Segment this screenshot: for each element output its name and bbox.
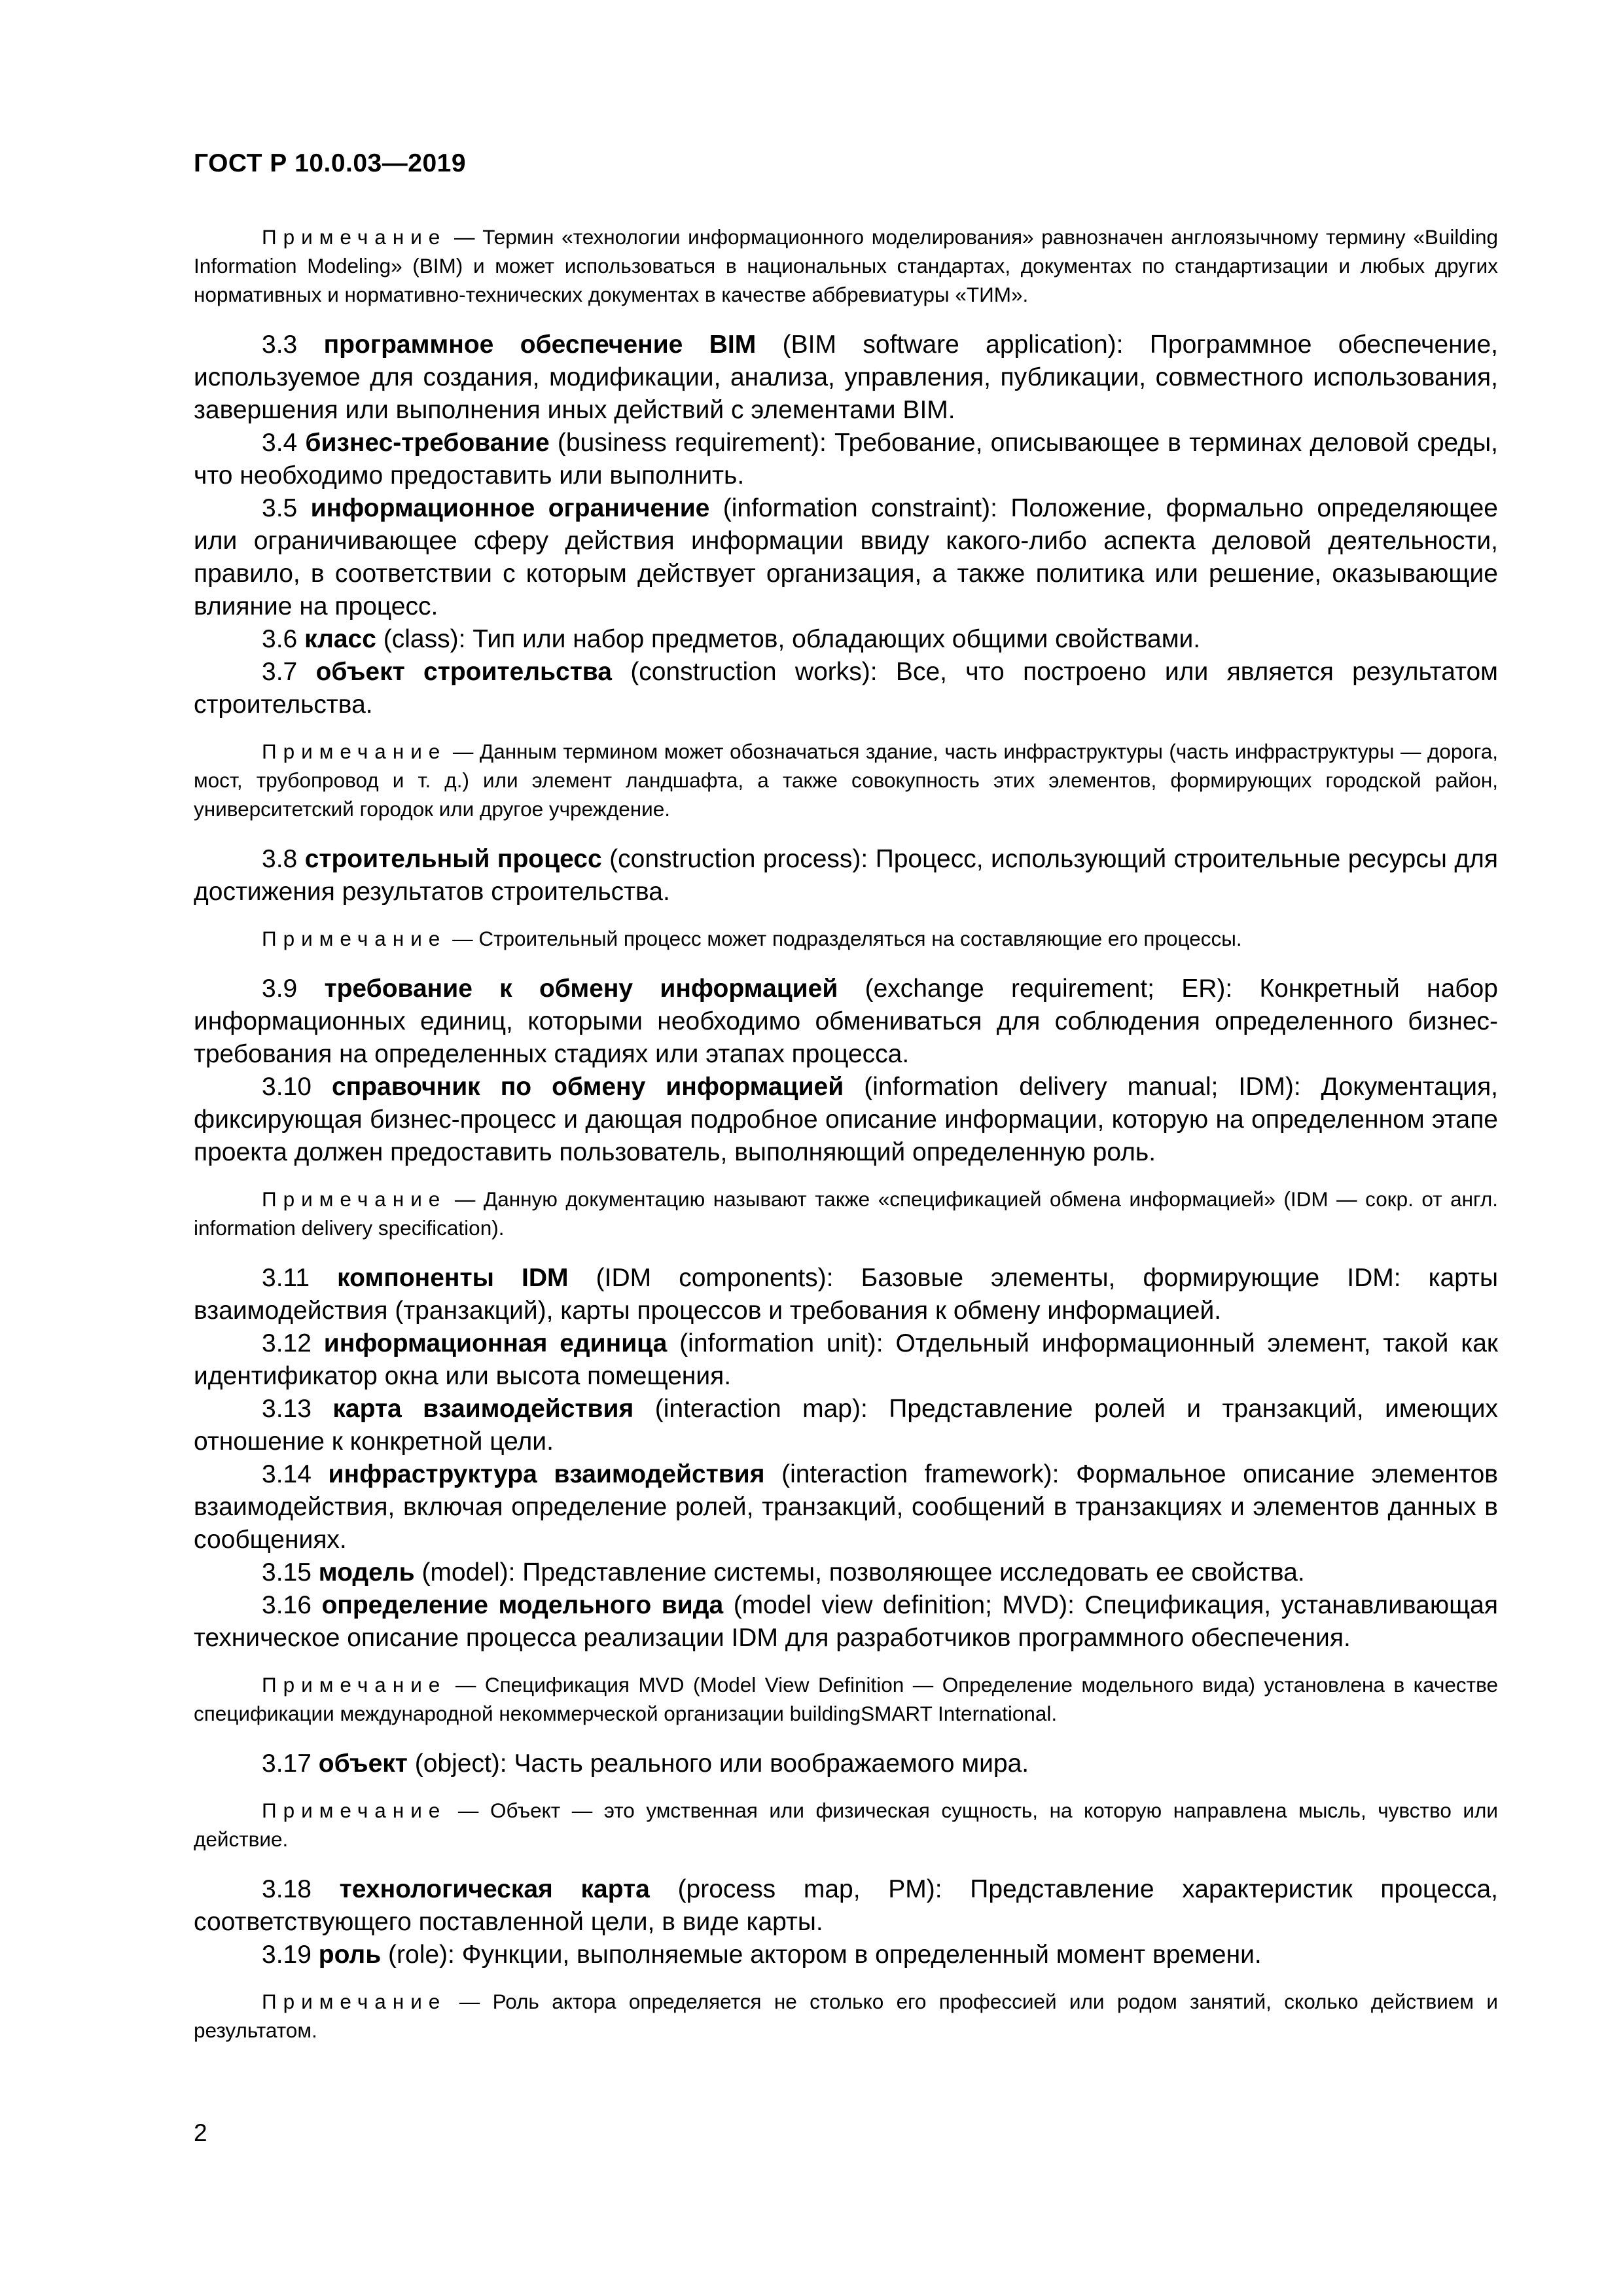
term-number: 3.8 [262,845,298,873]
term-number: 3.9 [262,975,298,1003]
term-text: (role): Функции, выполняемые актором в определенный момент времени. [388,1941,1262,1969]
note-paragraph [194,1796,1498,1854]
term-name: программное обеспечение BIM [323,331,757,359]
term-number: 3.13 [262,1395,312,1423]
term-name: инфраструктура взаимодействия [328,1460,765,1488]
term-name: требование к обмену информацией [324,975,838,1003]
note-text: — Термин «технологии информационного моделирования» равнозначен англоязычному термину «Building Information Modeling» (BIM) и может использоваться в национальных стандартах, документах по стандартизации и любых других нормативных и нормативно-технических документах в качестве аббревиатуры «ТИМ». [194,225,1498,306]
note-label: Примечание [262,1990,447,2013]
note-label: Примечание [262,740,447,763]
term-definition [194,1458,1498,1556]
term-text: (BIM software application): Программное обеспечение, используемое для создания, модификации, анализа, управления, публикации, совместного использования, завершения или выполнения иных действий с элементами BIM. [194,331,1498,424]
term-number: 3.15 [262,1558,312,1587]
term-number: 3.7 [262,658,298,686]
document-header: ГОСТ Р 10.0.03—2019 [194,149,467,177]
note-paragraph [194,924,1498,953]
term-definition [194,1589,1498,1655]
term-name: информационное ограничение [310,494,710,522]
term-name: бизнес-требование [305,429,550,457]
term-definition [194,843,1498,908]
term-name: объект строительства [315,658,612,686]
term-number: 3.4 [262,429,298,457]
term-definition [194,1939,1498,1971]
note-text: — Спецификация MVD (Model View Definition — Определение модельного вида) установлена в качестве спецификации международной некоммерческой организации buildingSMART International. [194,1673,1498,1725]
term-definition [194,1071,1498,1169]
note-paragraph [194,223,1498,309]
note-label: Примечание [262,1187,447,1211]
page-number: 2 [194,2119,207,2146]
term-number: 3.18 [262,1875,312,1903]
term-name: объект [318,1749,408,1778]
term-number: 3.6 [262,625,298,653]
term-definition [194,1873,1498,1939]
term-text: (model view definition; MVD): Спецификация, устанавливающая техническое описание процесса реализации IDM для разработчиков программного обеспечения. [194,1591,1498,1652]
term-definition [194,1262,1498,1327]
note-paragraph [194,737,1498,823]
term-name: класс [304,625,376,653]
term-definition [194,973,1498,1071]
term-number: 3.14 [262,1460,312,1488]
term-text: (interaction framework): Формальное описание элементов взаимодействия, включая определение ролей, транзакций, сообщений в транзакциях и элементов данных в сообщениях. [194,1460,1499,1554]
term-text: (interaction map): Представление ролей и транзакций, имеющих отношение к конкретной цели. [194,1395,1498,1456]
term-number: 3.12 [262,1329,312,1357]
term-text: (business requirement): Требование, описывающее в терминах деловой среды, что необходимо предоставить или выполнить. [194,429,1499,490]
term-number: 3.5 [262,494,298,522]
note-paragraph [194,1670,1498,1728]
term-definition [194,1748,1498,1780]
note-text: — Роль актора определяется не столько его профессией или родом занятий, сколько действием и результатом. [194,1990,1498,2042]
term-number: 3.3 [262,331,298,359]
term-name: роль [318,1941,382,1969]
term-text: (information delivery manual; IDM): Документация, фиксирующая бизнес-процесс и дающая подробное описание информации, которую на определенном этапе проекта должен предоставить пользователь, выполняющий определенную роль. [194,1073,1499,1166]
note-text: — Объект — это умственная или физическая сущность, на которую направлена мысль, чувство или действие. [194,1799,1498,1851]
term-name: компоненты IDM [337,1264,569,1292]
term-definition [194,1327,1498,1393]
term-definition [194,427,1498,492]
term-definition [194,656,1498,721]
term-text: (model): Представление системы, позволяющее исследовать ее свойства. [421,1558,1305,1587]
term-name: карта взаимодействия [332,1395,634,1423]
note-label: Примечание [262,1799,447,1822]
note-label: Примечание [262,1673,447,1696]
term-text: (information unit): Отдельный информационный элемент, такой как идентификатор окна или высота помещения. [194,1329,1498,1390]
term-text: (construction process): Процесс, использующий строительные ресурсы для достижения результатов строительства. [194,845,1498,906]
term-name: технологическая карта [339,1875,650,1903]
term-text: (information constraint): Положение, формально определяющее или ограничивающее сферу действия информации ввиду какого-либо аспекта деловой деятельности, правило, в соответствии с которым действует организация, а также политика или решение, оказывающие влияние на процесс. [194,494,1498,620]
term-number: 3.10 [262,1073,312,1101]
term-definition [194,623,1498,656]
note-text: — Строительный процесс может подразделяться на составляющие его процессы. [452,927,1242,950]
term-text: (construction works): Все, что построено или является результатом строительства. [194,658,1498,719]
term-text: (class): Тип или набор предметов, обладающих общими свойствами. [383,625,1201,653]
term-name: определение модельного вида [321,1591,724,1619]
term-number: 3.17 [262,1749,312,1778]
term-definition [194,329,1498,427]
term-text: (exchange requirement; ER): Конкретный набор информационных единиц, которыми необходимо обмениваться для соблюдения определенного бизнес-требования на определенных стадиях или этапах процесса. [194,975,1498,1068]
note-paragraph [194,1185,1498,1242]
term-name: строительный процесс [304,845,602,873]
note-text: — Данную документацию называют также «спецификацией обмена информацией» (IDM — сокр. от англ. information delivery specification). [194,1187,1498,1240]
term-definition [194,1393,1498,1458]
term-text: (IDM components): Базовые элементы, формирующие IDM: карты взаимодействия (транзакций), карты процессов и требования к обмену информацией. [194,1264,1499,1325]
term-definition [194,1556,1498,1589]
note-paragraph [194,1987,1498,2045]
term-name: модель [318,1558,415,1587]
term-text: (process map, PM): Представление характеристик процесса, соответствующего поставленной цели, в виде карты. [194,1875,1499,1936]
term-name: справочник по обмену информацией [331,1073,844,1101]
term-number: 3.16 [262,1591,312,1619]
term-number: 3.11 [262,1264,310,1292]
term-text: (object): Часть реального или воображаемого мира. [414,1749,1029,1778]
note-label: Примечание [262,225,447,249]
note-label: Примечание [262,927,447,950]
term-number: 3.19 [262,1941,312,1969]
term-name: информационная единица [323,1329,668,1357]
note-text: — Данным термином может обозначаться здание, часть инфраструктуры (часть инфраструктуры — дорога, мост, трубопровод и т. д.) или элемент ландшафта, а также совокупность этих элементов, формирующих городской район, университетский городок или другое учреждение. [194,740,1498,821]
document-body [194,223,1498,2045]
term-definition [194,492,1498,623]
